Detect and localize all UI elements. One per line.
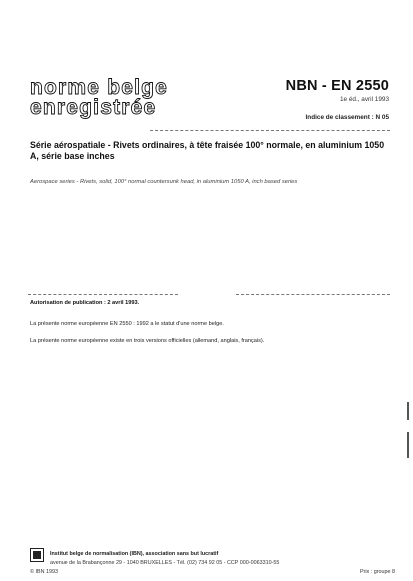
norm-number: NBN - EN 2550 (285, 78, 389, 94)
header-title-line2: enregistrée (30, 96, 157, 119)
scan-mark (407, 432, 409, 458)
header-divider (150, 130, 390, 131)
class-index: Indice de classement : N 05 (305, 114, 389, 121)
publication-authorization: Autorisation de publication : 2 avril 1993. (30, 300, 140, 306)
title-french: Série aérospatiale - Rivets ordinaires, à tête fraisée 100° normale, en aluminium 1050 A, série base inches (30, 140, 385, 161)
footer-copyright: © IBN 1993 (30, 569, 58, 575)
versions-statement: La présente norme européenne existe en trois versions officielles (allemand, anglais, français). (30, 338, 265, 344)
ibn-logo-icon (30, 548, 44, 562)
edition-info: 1e éd., avril 1993 (339, 96, 389, 103)
status-statement: La présente norme européenne EN 2550 : 1992 a le statut d'une norme belge. (30, 321, 224, 327)
footer-address: avenue de la Brabançonne 29 - 1040 BRUXELLES - Tél. (02) 734 92 05 - CCP 000-0063310-55 (50, 560, 280, 566)
body-divider-left (28, 294, 178, 295)
title-english: Aerospace series - Rivets, solid, 100° normal countersunk head, in aluminium 1050 A, inch based series (30, 179, 298, 185)
body-divider-right (236, 294, 390, 295)
scan-mark (407, 402, 409, 420)
header-title-line1: norme belge (30, 76, 169, 99)
footer-institute: Institut belge de normalisation (IBN), association sans but lucratif (50, 551, 219, 557)
footer-price-group: Prix : groupe 8 (359, 569, 395, 575)
